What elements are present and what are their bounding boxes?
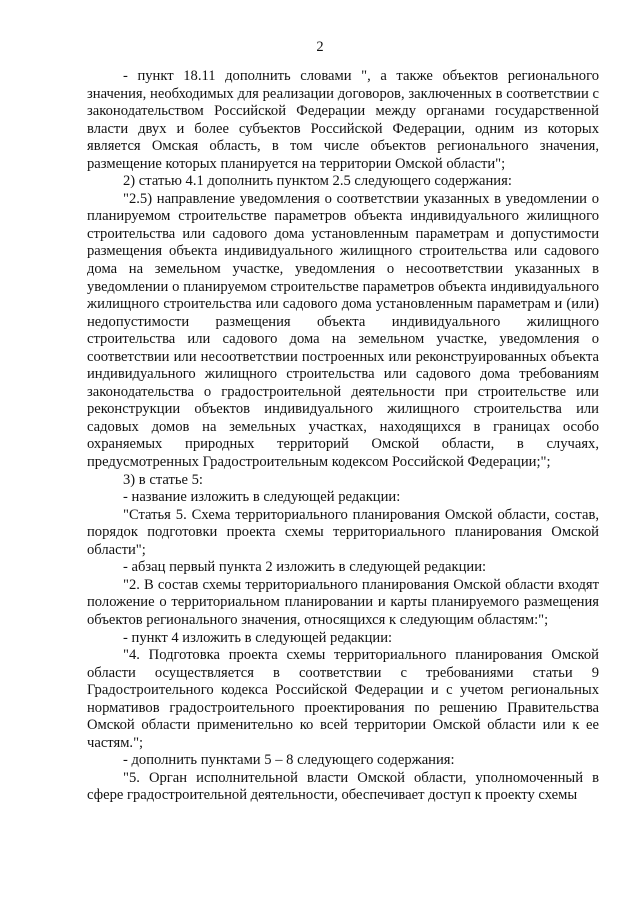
document-body [87, 68, 599, 805]
paragraph: - абзац первый пункта 2 изложить в следующей редакции: [123, 559, 487, 576]
paragraph: - пункт 4 изложить в следующей редакции: [123, 629, 393, 646]
paragraph: "Статья 5. Схема территориального планирования Омской области, состав, порядок подготовки проекта схемы территориального планирования Омской области"; [87, 506, 599, 558]
page-number: 2 [316, 39, 324, 55]
paragraph: "2. В состав схемы территориального планирования Омской области входят положение о территориальном планировании и карты планируемого размещения объектов регионального значения, относящихся к следующим областям:"; [87, 576, 599, 628]
paragraph: - дополнить пунктами 5 – 8 следующего содержания: [123, 752, 455, 769]
paragraph: "5. Орган исполнительной власти Омской области, уполномоченный в сфере градостроительной деятельности, обеспечивает доступ к проекту схемы [87, 769, 599, 804]
paragraph: - название изложить в следующей редакции: [123, 489, 401, 506]
paragraph: "4. Подготовка проекта схемы территориального планирования Омской области осуществляется в соответствии с требованиями статьи 9 Градостроительного кодекса Российской Федерации и с учетом региональных нормативов градостроительного проектирования по решению Правительства Омской области применительно ко всей территории Омской области или к ее частям."; [87, 647, 599, 751]
paragraph: - пункт 18.11 дополнить словами ", а также объектов регионального значения, необходимых для реализации договоров, заключенных в соответствии с законодательством Российской Федерации между органами государственной власти двух и более субъектов Российской Федерации, одним из которых является Омская область, в том числе объектов регионального значения, размещение которых планируется на территории Омской области"; [87, 68, 599, 172]
paragraph: "2.5) направление уведомления о соответствии указанных в уведомлении о планируемом строительстве параметров объекта индивидуального жилищного строительства или садового дома установленным параметрам и допустимости размещения объекта индивидуального жилищного строительства или садового дома на земельном участке, уведомления о несоответствии указанных в уведомлении о планируемом строительстве параметров объекта индивидуального жилищного строительства или садового дома установленным параметрам и (или) недопустимости размещения объекта индивидуального жилищного строительства или садового дома на земельном участке, уведомления о соответствии или несоответствии построенных или реконструированных объекта индивидуального жилищного строительства или садового дома требованиям законодательства о градостроительной деятельности при строительстве или реконструкции объектов индивидуального жилищного строительства или садовых домов на земельных участках, находящихся в границах особо охраняемых природных территорий Омской области, в случаях, предусмотренных Градостроительным кодексом Российской Федерации;"; [87, 190, 599, 471]
paragraph: 3) в статье 5: [123, 471, 203, 488]
paragraph: 2) статью 4.1 дополнить пунктом 2.5 следующего содержания: [123, 173, 512, 190]
